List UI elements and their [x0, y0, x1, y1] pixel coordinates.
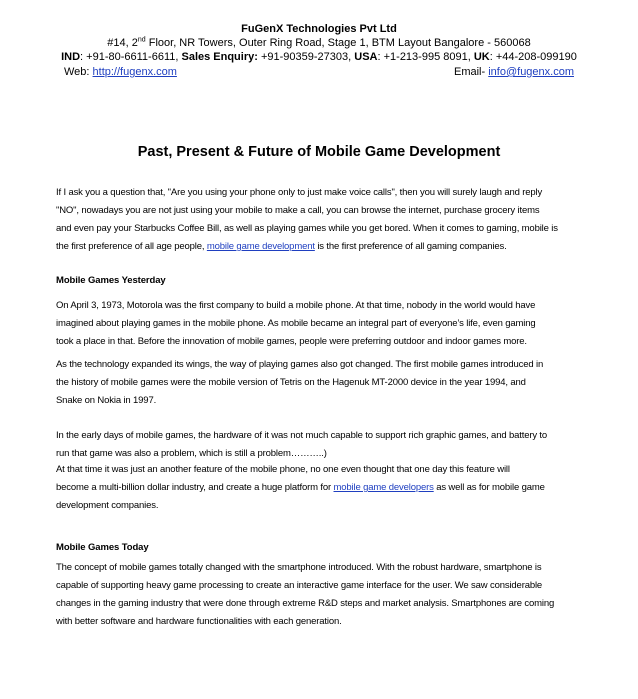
company-name: FuGenX Technologies Pvt Ltd — [241, 23, 397, 35]
contact-sep: : — [489, 51, 496, 63]
text-line: At that time it was just an another feature of the mobile phone, no one even thought that one day this feature will — [56, 464, 510, 475]
contact-value-uk: +44-208-099190 — [495, 51, 577, 63]
text-line: Snake on Nokia in 1997. — [56, 395, 157, 406]
text-line: capable of supporting heavy game processing to create an interactive game interface for the user. We saw considerable — [56, 580, 543, 591]
intro-line-4 — [56, 238, 584, 256]
section-heading-today: Mobile Games Today — [56, 542, 149, 553]
document-title: Past, Present & Future of Mobile Game Development — [137, 144, 501, 160]
company-address — [0, 36, 638, 50]
web-email-line — [64, 65, 574, 79]
text-line: the history of mobile games were the mobile version of Tetris on the Hagenuk MT-2000 device in the year 1994, and — [56, 377, 526, 388]
intro-line-1: If I ask you a question that, "Are you using your phone only to just make voice calls", then you will surely laugh and reply — [56, 187, 543, 198]
intro-line-4-text: the first preference of all age people, — [56, 241, 207, 252]
text-line: The concept of mobile games totally changed with the smartphone introduced. With the robust hardware, smartphone is — [56, 562, 542, 573]
contact-sep: : — [377, 51, 384, 63]
contact-label-usa: USA — [354, 51, 378, 63]
intro-paragraph — [56, 184, 584, 256]
contact-value-usa: +1-213-995 8091, — [383, 51, 474, 63]
text-line: changes in the gaming industry that were done through extreme R&D steps and market analysis. Smartphones are coming — [56, 598, 555, 609]
section-heading-yesterday: Mobile Games Yesterday — [56, 275, 166, 286]
contact-sep: : — [80, 51, 87, 63]
text-line: imagined about playing games in the mobile phone. As mobile became an integral part of everyone’s life, even gaming — [56, 318, 536, 329]
intro-line-3: and even pay your Starbucks Coffee Bill, as well as playing games while you get bored. When it comes to gaming, mobile is — [56, 223, 558, 234]
text-line: As the technology expanded its wings, the way of playing games also got changed. The first mobile games introduced in — [56, 359, 544, 370]
yesterday-paragraph-2 — [56, 356, 584, 410]
text-line: development companies. — [56, 500, 159, 511]
text-line: On April 3, 1973, Motorola was the first company to build a mobile phone. At that time, nobody in the world would have — [56, 300, 536, 311]
intro-line-4-tail: is the first preference of all gaming companies. — [314, 241, 507, 252]
text-line: took a place in that. Before the innovation of mobile games, people were preferring outdoor and indoor games more. — [56, 336, 527, 347]
contact-label-uk: UK — [473, 51, 490, 63]
email-label: Email- — [454, 66, 489, 78]
contact-line — [0, 50, 638, 64]
text-line-segment: become a multi-billion dollar industry, and create a huge platform for — [56, 482, 334, 493]
address-superscript: nd — [137, 36, 146, 44]
contact-label-sales: Sales Enquiry: — [181, 51, 258, 63]
text-line — [56, 479, 584, 497]
mobile-game-development-link[interactable]: mobile game development — [206, 241, 315, 252]
yesterday-paragraph-3 — [56, 427, 584, 463]
address-rest: Floor, NR Towers, Outer Ring Road, Stage 1, BTM Layout Bangalore - 560068 — [145, 37, 531, 49]
yesterday-paragraph-1 — [56, 297, 584, 351]
mobile-game-developers-link[interactable]: mobile game developers — [333, 482, 434, 493]
today-paragraph-1 — [56, 559, 584, 631]
contact-value-ind: +91-80-6611-6611, — [86, 51, 182, 63]
text-line: with better software and hardware functionalities with each generation. — [56, 616, 342, 627]
text-line: run that game was also a problem, which is still a problem………..) — [56, 448, 327, 459]
intro-line-2: "NO", nowadays you are not just using your mobile to make a call, you can browse the internet, purchase grocery items — [56, 205, 540, 216]
contact-label-ind: IND — [61, 51, 81, 63]
text-line-segment: as well as for mobile game — [433, 482, 545, 493]
email-block — [454, 65, 574, 79]
email-link[interactable]: info@fugenx.com — [488, 66, 574, 78]
address-prefix: #14, 2 — [107, 37, 138, 49]
text-line: In the early days of mobile games, the hardware of it was not much capable to support rich graphic games, and battery to — [56, 430, 548, 441]
web-label: Web: — [64, 66, 93, 78]
website-link[interactable]: http://fugenx.com — [92, 66, 177, 78]
contact-value-sales: +91-90359-27303, — [260, 51, 355, 63]
yesterday-paragraph-4 — [56, 461, 584, 515]
